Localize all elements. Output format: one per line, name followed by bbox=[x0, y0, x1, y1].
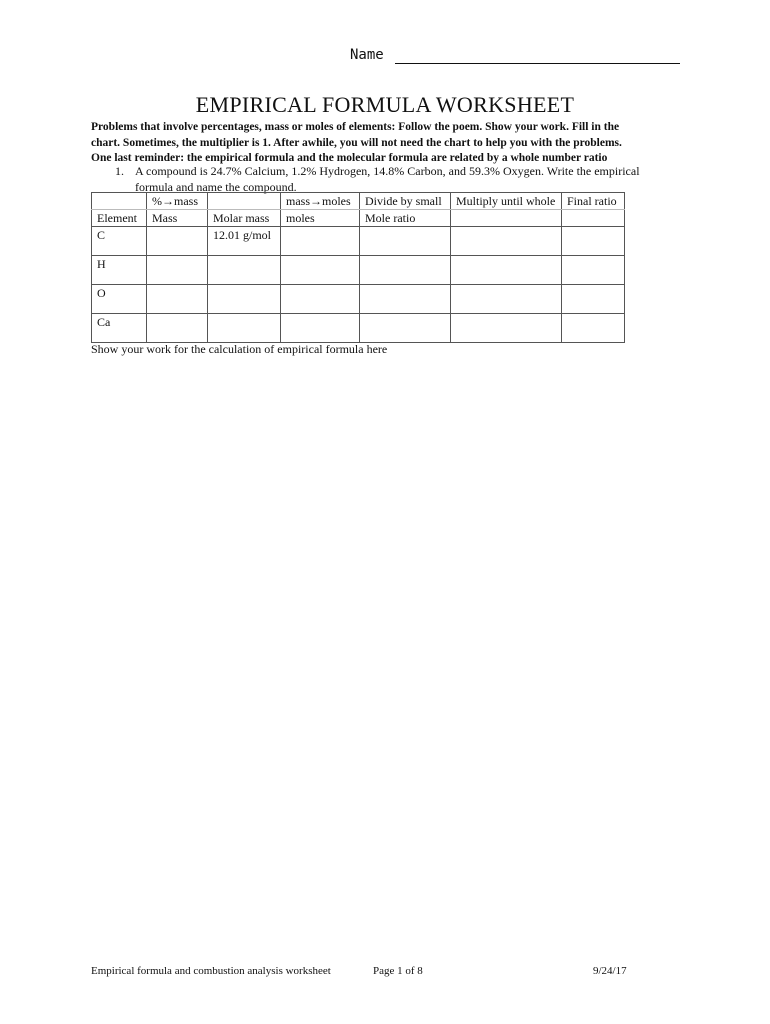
element-cell: Ca bbox=[92, 314, 147, 343]
table-row bbox=[92, 256, 625, 285]
answer-cell[interactable] bbox=[208, 256, 281, 285]
footer-page-number: Page 1 of 8 bbox=[373, 965, 423, 977]
problem-line: formula and name the compound. bbox=[135, 180, 297, 194]
name-field[interactable] bbox=[350, 47, 680, 67]
header-cell: Final ratio bbox=[562, 193, 625, 210]
answer-cell[interactable] bbox=[208, 314, 281, 343]
answer-cell[interactable] bbox=[208, 285, 281, 314]
header-cell bbox=[92, 193, 147, 210]
header-cell: Mole ratio bbox=[360, 210, 451, 227]
answer-cell[interactable] bbox=[281, 256, 360, 285]
footer-title: Empirical formula and combustion analysis worksheet bbox=[91, 965, 331, 977]
answer-cell[interactable] bbox=[562, 256, 625, 285]
answer-cell[interactable] bbox=[147, 227, 208, 256]
answer-cell[interactable] bbox=[360, 285, 451, 314]
answer-cell[interactable] bbox=[451, 256, 562, 285]
header-cell: %→mass bbox=[147, 193, 208, 210]
header-cell bbox=[208, 193, 281, 210]
work-prompt: Show your work for the calculation of empirical formula here bbox=[91, 342, 388, 356]
header-cell: mass→moles bbox=[281, 193, 360, 210]
answer-cell[interactable] bbox=[147, 256, 208, 285]
answer-cell[interactable] bbox=[360, 256, 451, 285]
header-cell bbox=[451, 210, 562, 227]
element-cell: O bbox=[92, 285, 147, 314]
answer-cell[interactable] bbox=[360, 227, 451, 256]
header-cell: Molar mass bbox=[208, 210, 281, 227]
answer-cell[interactable] bbox=[147, 314, 208, 343]
chart-header-row bbox=[92, 193, 625, 210]
table-row bbox=[92, 227, 625, 256]
header-cell: Element bbox=[92, 210, 147, 227]
footer-date: 9/24/17 bbox=[593, 965, 627, 977]
header-cell: Divide by small bbox=[360, 193, 451, 210]
name-underline[interactable] bbox=[395, 63, 680, 64]
header-cell: Multiply until whole bbox=[451, 193, 562, 210]
answer-cell[interactable] bbox=[451, 227, 562, 256]
name-label: Name bbox=[350, 47, 384, 63]
problem-line: A compound is 24.7% Calcium, 1.2% Hydrogen, 14.8% Carbon, and 59.3% Oxygen. Write the empirical bbox=[135, 164, 640, 178]
table-row bbox=[92, 285, 625, 314]
header-cell bbox=[562, 210, 625, 227]
answer-cell[interactable] bbox=[562, 314, 625, 343]
instruction-line: Problems that involve percentages, mass or moles of elements: Follow the poem. Show your work. Fill in the bbox=[91, 121, 620, 133]
answer-cell[interactable] bbox=[281, 314, 360, 343]
empirical-formula-chart bbox=[91, 192, 625, 343]
answer-cell[interactable] bbox=[562, 227, 625, 256]
answer-cell[interactable] bbox=[451, 314, 562, 343]
answer-cell[interactable] bbox=[281, 285, 360, 314]
answer-cell[interactable] bbox=[562, 285, 625, 314]
problem-text bbox=[135, 163, 655, 195]
instruction-line: chart. Sometimes, the multiplier is 1. After awhile, you will not need the chart to help you with the problems. bbox=[91, 136, 622, 149]
instruction-line: One last reminder: the empirical formula and the molecular formula are related by a whole number ratio bbox=[91, 152, 608, 164]
page-title: EMPIRICAL FORMULA WORKSHEET bbox=[195, 92, 575, 117]
answer-cell[interactable] bbox=[147, 285, 208, 314]
problem-number: 1. bbox=[115, 164, 124, 178]
instructions bbox=[91, 120, 691, 167]
chart-header-row bbox=[92, 210, 625, 227]
molar-mass-cell: 12.01 g/mol bbox=[208, 227, 281, 256]
element-cell: C bbox=[92, 227, 147, 256]
header-cell: moles bbox=[281, 210, 360, 227]
element-cell: H bbox=[92, 256, 147, 285]
table-row bbox=[92, 314, 625, 343]
header-cell: Mass bbox=[147, 210, 208, 227]
answer-cell[interactable] bbox=[281, 227, 360, 256]
answer-cell[interactable] bbox=[360, 314, 451, 343]
answer-cell[interactable] bbox=[451, 285, 562, 314]
